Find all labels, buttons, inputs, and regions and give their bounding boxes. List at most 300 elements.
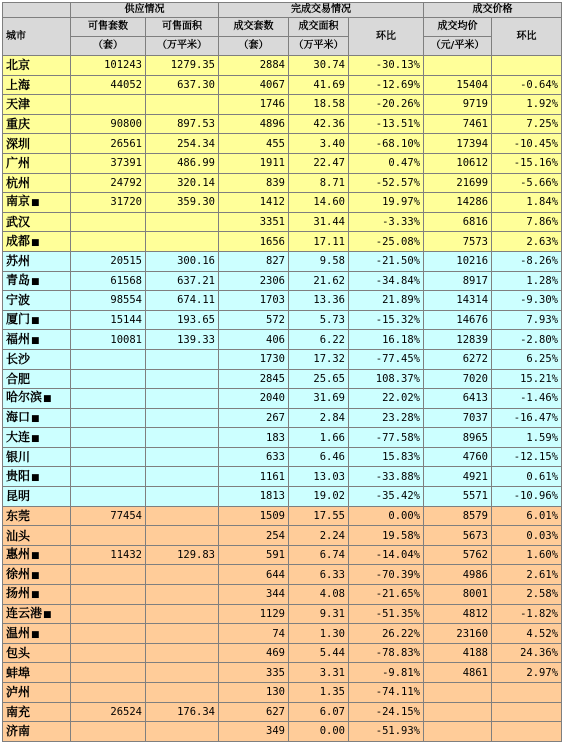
mom-cell: 16.18% [349, 330, 424, 350]
table-row [3, 310, 562, 330]
city-marker: ■ [31, 551, 40, 562]
avg-price-cell: 4986 [424, 565, 492, 585]
mom-cell: -77.58% [349, 428, 424, 448]
mom-cell: -78.83% [349, 643, 424, 663]
city-name: 惠州 [6, 547, 31, 562]
mom-cell: 23.28% [349, 408, 424, 428]
avg-price-cell: 5571 [424, 487, 492, 507]
avail-area-cell [146, 663, 219, 683]
city-name: 广州 [6, 156, 31, 171]
avg-price-cell: 4188 [424, 643, 492, 663]
price-mom-cell: -2.80% [492, 330, 562, 350]
deal-units-cell: 2884 [219, 56, 289, 76]
city-name: 上海 [6, 77, 31, 92]
city-name: 连云港 [6, 605, 43, 620]
mom-cell: 26.22% [349, 624, 424, 644]
city-name: 成都 [6, 233, 31, 248]
price-mom-cell: -8.26% [492, 251, 562, 271]
deal-area-cell: 6.74 [289, 545, 349, 565]
city-cell [3, 193, 71, 213]
deal-area-cell: 3.40 [289, 134, 349, 154]
price-mom-cell: -10.96% [492, 487, 562, 507]
deal-area-cell: 41.69 [289, 75, 349, 95]
price-mom-cell: 6.01% [492, 506, 562, 526]
mom-cell: -34.84% [349, 271, 424, 291]
city-marker: ■ [31, 276, 40, 287]
mom-cell: -70.39% [349, 565, 424, 585]
mom-cell: 19.58% [349, 526, 424, 546]
table-row [3, 487, 562, 507]
avg-price-cell: 8965 [424, 428, 492, 448]
avg-price-cell: 15404 [424, 75, 492, 95]
table-row [3, 212, 562, 232]
city-cell [3, 349, 71, 369]
mom-cell: 15.83% [349, 447, 424, 467]
table-row [3, 526, 562, 546]
deal-area-cell: 18.58 [289, 95, 349, 115]
deal-area-cell: 31.44 [289, 212, 349, 232]
city-cell [3, 271, 71, 291]
avg-price-cell [424, 683, 492, 703]
avail-area-cell: 486.99 [146, 153, 219, 173]
avail-units-cell: 37391 [71, 153, 146, 173]
city-marker: ■ [31, 472, 40, 483]
table-row [3, 173, 562, 193]
deal-area-cell: 17.32 [289, 349, 349, 369]
mom-cell: -35.42% [349, 487, 424, 507]
avg-price-cell: 12839 [424, 330, 492, 350]
avail-units-cell [71, 526, 146, 546]
deal-units-cell: 3351 [219, 212, 289, 232]
avail-area-cell [146, 232, 219, 252]
deal-area-cell: 3.31 [289, 663, 349, 683]
deal-units-cell: 827 [219, 251, 289, 271]
price-mom-cell: -12.15% [492, 447, 562, 467]
table-row [3, 663, 562, 683]
deal-area-cell: 5.73 [289, 310, 349, 330]
header-unit-area2: （万平米） [289, 37, 349, 56]
city-name: 昆明 [6, 489, 31, 504]
mom-cell: 0.47% [349, 153, 424, 173]
avail-units-cell [71, 663, 146, 683]
avail-area-cell [146, 526, 219, 546]
table-row [3, 349, 562, 369]
city-name: 苏州 [6, 254, 31, 269]
deal-units-cell: 1746 [219, 95, 289, 115]
deal-area-cell: 9.58 [289, 251, 349, 271]
city-name: 南京 [6, 194, 31, 209]
city-name: 宁波 [6, 293, 31, 308]
city-marker: ■ [31, 335, 40, 346]
header-city: 城市 [3, 18, 71, 56]
avail-units-cell: 10081 [71, 330, 146, 350]
deal-area-cell: 6.07 [289, 702, 349, 722]
header-deal-units: 成交套数 [219, 18, 289, 37]
city-cell [3, 369, 71, 389]
deal-area-cell: 17.55 [289, 506, 349, 526]
mom-cell: -33.88% [349, 467, 424, 487]
header-unit-price: （元/平米） [424, 37, 492, 56]
price-mom-cell: 2.61% [492, 565, 562, 585]
avail-area-cell [146, 585, 219, 605]
city-name: 海口 [6, 409, 31, 424]
price-mom-cell [492, 56, 562, 76]
avail-units-cell: 26524 [71, 702, 146, 722]
table-row [3, 95, 562, 115]
avail-units-cell [71, 624, 146, 644]
avg-price-cell: 8917 [424, 271, 492, 291]
city-marker: ■ [31, 198, 40, 209]
city-name: 泸州 [6, 685, 31, 700]
price-mom-cell: -0.64% [492, 75, 562, 95]
deal-area-cell: 1.30 [289, 624, 349, 644]
price-mom-cell: -1.46% [492, 389, 562, 409]
deal-area-cell: 22.47 [289, 153, 349, 173]
avg-price-cell: 4760 [424, 447, 492, 467]
deal-units-cell: 644 [219, 565, 289, 585]
deal-area-cell: 6.22 [289, 330, 349, 350]
table-row [3, 428, 562, 448]
avail-units-cell [71, 389, 146, 409]
avg-price-cell: 14676 [424, 310, 492, 330]
price-mom-cell: 6.25% [492, 349, 562, 369]
avail-area-cell [146, 408, 219, 428]
city-name: 重庆 [6, 117, 31, 132]
avail-area-cell [146, 683, 219, 703]
avg-price-cell: 7020 [424, 369, 492, 389]
deal-units-cell: 591 [219, 545, 289, 565]
price-mom-cell [492, 702, 562, 722]
mom-cell: -74.11% [349, 683, 424, 703]
avail-area-cell [146, 604, 219, 624]
table-row [3, 251, 562, 271]
city-name: 贵阳 [6, 468, 31, 483]
deal-units-cell: 1129 [219, 604, 289, 624]
deal-area-cell: 25.65 [289, 369, 349, 389]
city-cell [3, 428, 71, 448]
mom-cell: -24.15% [349, 702, 424, 722]
avg-price-cell: 5673 [424, 526, 492, 546]
mom-cell: 0.00% [349, 506, 424, 526]
mom-cell: -77.45% [349, 349, 424, 369]
avg-price-cell: 4921 [424, 467, 492, 487]
city-name: 合肥 [6, 371, 31, 386]
mom-cell: -20.26% [349, 95, 424, 115]
mom-cell: -25.08% [349, 232, 424, 252]
deal-area-cell: 1.35 [289, 683, 349, 703]
mom-cell: 19.97% [349, 193, 424, 213]
avg-price-cell: 6272 [424, 349, 492, 369]
mom-cell: -14.04% [349, 545, 424, 565]
avail-area-cell: 176.34 [146, 702, 219, 722]
city-name: 温州 [6, 625, 31, 640]
header-unit-set2: （套） [219, 37, 289, 56]
avail-units-cell [71, 212, 146, 232]
avail-area-cell [146, 506, 219, 526]
deal-units-cell: 455 [219, 134, 289, 154]
avail-units-cell [71, 585, 146, 605]
housing-data-table-container [2, 2, 561, 742]
price-mom-cell: 1.84% [492, 193, 562, 213]
table-row [3, 702, 562, 722]
city-marker: ■ [31, 590, 40, 601]
mom-cell: -51.93% [349, 722, 424, 742]
avail-units-cell: 44052 [71, 75, 146, 95]
city-cell [3, 487, 71, 507]
deal-units-cell: 469 [219, 643, 289, 663]
city-name: 银川 [6, 450, 31, 465]
deal-units-cell: 572 [219, 310, 289, 330]
deal-units-cell: 839 [219, 173, 289, 193]
avail-area-cell: 254.34 [146, 134, 219, 154]
table-row [3, 75, 562, 95]
city-cell [3, 114, 71, 134]
avail-area-cell: 359.30 [146, 193, 219, 213]
city-marker: ■ [31, 413, 40, 424]
city-cell [3, 251, 71, 271]
mom-cell: -15.32% [349, 310, 424, 330]
deal-units-cell: 2306 [219, 271, 289, 291]
avg-price-cell: 6816 [424, 212, 492, 232]
city-cell [3, 585, 71, 605]
avail-units-cell [71, 722, 146, 742]
header-avail-area: 可售面积 [146, 18, 219, 37]
city-cell [3, 310, 71, 330]
avail-area-cell: 129.83 [146, 545, 219, 565]
avail-units-cell: 20515 [71, 251, 146, 271]
avail-units-cell [71, 232, 146, 252]
deal-units-cell: 1161 [219, 467, 289, 487]
deal-area-cell: 0.00 [289, 722, 349, 742]
deal-area-cell: 14.60 [289, 193, 349, 213]
avg-price-cell: 6413 [424, 389, 492, 409]
avail-area-cell [146, 447, 219, 467]
city-name: 蚌埠 [6, 665, 31, 680]
avg-price-cell: 8001 [424, 585, 492, 605]
price-mom-cell: 2.97% [492, 663, 562, 683]
city-cell [3, 467, 71, 487]
avail-area-cell: 897.53 [146, 114, 219, 134]
deal-units-cell: 1412 [219, 193, 289, 213]
avail-area-cell [146, 369, 219, 389]
city-cell [3, 565, 71, 585]
deal-units-cell: 267 [219, 408, 289, 428]
header-mom: 环比 [349, 18, 424, 56]
avg-price-cell [424, 702, 492, 722]
deal-area-cell: 17.11 [289, 232, 349, 252]
deal-area-cell: 9.31 [289, 604, 349, 624]
price-mom-cell: 24.36% [492, 643, 562, 663]
deal-area-cell: 19.02 [289, 487, 349, 507]
city-marker: ■ [31, 237, 40, 248]
city-cell [3, 545, 71, 565]
city-name: 长沙 [6, 352, 31, 367]
avg-price-cell: 21699 [424, 173, 492, 193]
deal-units-cell: 2040 [219, 389, 289, 409]
deal-area-cell: 6.33 [289, 565, 349, 585]
avail-units-cell [71, 428, 146, 448]
avail-units-cell: 90800 [71, 114, 146, 134]
avail-area-cell [146, 95, 219, 115]
deal-units-cell: 344 [219, 585, 289, 605]
table-row [3, 447, 562, 467]
city-name: 徐州 [6, 566, 31, 581]
avail-area-cell: 193.65 [146, 310, 219, 330]
price-mom-cell: 0.61% [492, 467, 562, 487]
avail-area-cell [146, 624, 219, 644]
avg-price-cell: 10216 [424, 251, 492, 271]
avail-area-cell [146, 349, 219, 369]
city-name: 汕头 [6, 528, 31, 543]
city-name: 天津 [6, 97, 31, 112]
avail-area-cell [146, 467, 219, 487]
table-row [3, 232, 562, 252]
avail-units-cell: 11432 [71, 545, 146, 565]
avail-area-cell [146, 722, 219, 742]
city-marker: ■ [31, 316, 40, 327]
avail-units-cell [71, 487, 146, 507]
price-mom-cell: -9.30% [492, 291, 562, 311]
housing-data-table [2, 2, 562, 742]
price-mom-cell: 2.63% [492, 232, 562, 252]
deal-area-cell: 6.46 [289, 447, 349, 467]
table-row [3, 722, 562, 742]
avail-units-cell: 24792 [71, 173, 146, 193]
header-deal-group: 完成交易情况 [219, 3, 424, 18]
avg-price-cell: 8579 [424, 506, 492, 526]
deal-units-cell: 1813 [219, 487, 289, 507]
avg-price-cell: 7573 [424, 232, 492, 252]
avail-units-cell: 26561 [71, 134, 146, 154]
avail-units-cell [71, 643, 146, 663]
header-deal-area: 成交面积 [289, 18, 349, 37]
price-mom-cell: -1.82% [492, 604, 562, 624]
price-mom-cell [492, 683, 562, 703]
deal-units-cell: 183 [219, 428, 289, 448]
avail-area-cell [146, 643, 219, 663]
header-unit-set: （套） [71, 37, 146, 56]
price-mom-cell [492, 722, 562, 742]
city-name: 北京 [6, 58, 31, 73]
avail-area-cell: 674.11 [146, 291, 219, 311]
deal-area-cell: 30.74 [289, 56, 349, 76]
price-mom-cell: 2.58% [492, 585, 562, 605]
avail-area-cell: 1279.35 [146, 56, 219, 76]
deal-units-cell: 335 [219, 663, 289, 683]
city-cell [3, 624, 71, 644]
city-cell [3, 408, 71, 428]
city-cell [3, 389, 71, 409]
city-cell [3, 604, 71, 624]
deal-area-cell: 5.44 [289, 643, 349, 663]
price-mom-cell: 15.21% [492, 369, 562, 389]
table-row [3, 643, 562, 663]
header-supply-group: 供应情况 [71, 3, 219, 18]
table-row [3, 134, 562, 154]
price-mom-cell: -15.16% [492, 153, 562, 173]
avg-price-cell: 17394 [424, 134, 492, 154]
mom-cell: -21.65% [349, 585, 424, 605]
avg-price-cell [424, 56, 492, 76]
avail-units-cell: 61568 [71, 271, 146, 291]
city-cell [3, 643, 71, 663]
deal-area-cell: 2.84 [289, 408, 349, 428]
deal-units-cell: 2845 [219, 369, 289, 389]
city-marker: ■ [31, 433, 40, 444]
mom-cell: -21.50% [349, 251, 424, 271]
table-row [3, 585, 562, 605]
avail-units-cell [71, 408, 146, 428]
price-mom-cell: -16.47% [492, 408, 562, 428]
city-cell [3, 683, 71, 703]
avail-units-cell [71, 447, 146, 467]
avg-price-cell: 14286 [424, 193, 492, 213]
city-cell [3, 134, 71, 154]
deal-units-cell: 1911 [219, 153, 289, 173]
avail-area-cell: 320.14 [146, 173, 219, 193]
table-row [3, 467, 562, 487]
avg-price-cell: 7461 [424, 114, 492, 134]
city-name: 深圳 [6, 136, 31, 151]
city-cell [3, 702, 71, 722]
deal-units-cell: 1509 [219, 506, 289, 526]
deal-area-cell: 2.24 [289, 526, 349, 546]
mom-cell: -68.10% [349, 134, 424, 154]
price-mom-cell: -5.66% [492, 173, 562, 193]
avg-price-cell [424, 722, 492, 742]
deal-area-cell: 21.62 [289, 271, 349, 291]
table-row [3, 193, 562, 213]
mom-cell: -51.35% [349, 604, 424, 624]
city-name: 包头 [6, 646, 31, 661]
avail-units-cell: 15144 [71, 310, 146, 330]
deal-units-cell: 627 [219, 702, 289, 722]
mom-cell: -12.69% [349, 75, 424, 95]
price-mom-cell: 1.92% [492, 95, 562, 115]
deal-area-cell: 31.69 [289, 389, 349, 409]
mom-cell: -52.57% [349, 173, 424, 193]
avail-area-cell [146, 487, 219, 507]
price-mom-cell: 1.28% [492, 271, 562, 291]
table-row [3, 565, 562, 585]
city-cell [3, 95, 71, 115]
deal-area-cell: 42.36 [289, 114, 349, 134]
city-cell [3, 330, 71, 350]
price-mom-cell: -10.45% [492, 134, 562, 154]
table-row [3, 56, 562, 76]
deal-units-cell: 1656 [219, 232, 289, 252]
price-mom-cell: 7.93% [492, 310, 562, 330]
avail-units-cell [71, 369, 146, 389]
city-name: 哈尔滨 [6, 390, 43, 405]
table-row [3, 114, 562, 134]
table-row [3, 271, 562, 291]
table-row [3, 330, 562, 350]
deal-units-cell: 130 [219, 683, 289, 703]
deal-area-cell: 4.08 [289, 585, 349, 605]
deal-units-cell: 1730 [219, 349, 289, 369]
avail-area-cell: 637.30 [146, 75, 219, 95]
city-cell [3, 56, 71, 76]
table-row [3, 408, 562, 428]
avg-price-cell: 10612 [424, 153, 492, 173]
city-cell [3, 153, 71, 173]
avail-area-cell [146, 212, 219, 232]
city-cell [3, 447, 71, 467]
city-marker: ■ [31, 629, 40, 640]
avail-area-cell [146, 565, 219, 585]
city-cell [3, 722, 71, 742]
